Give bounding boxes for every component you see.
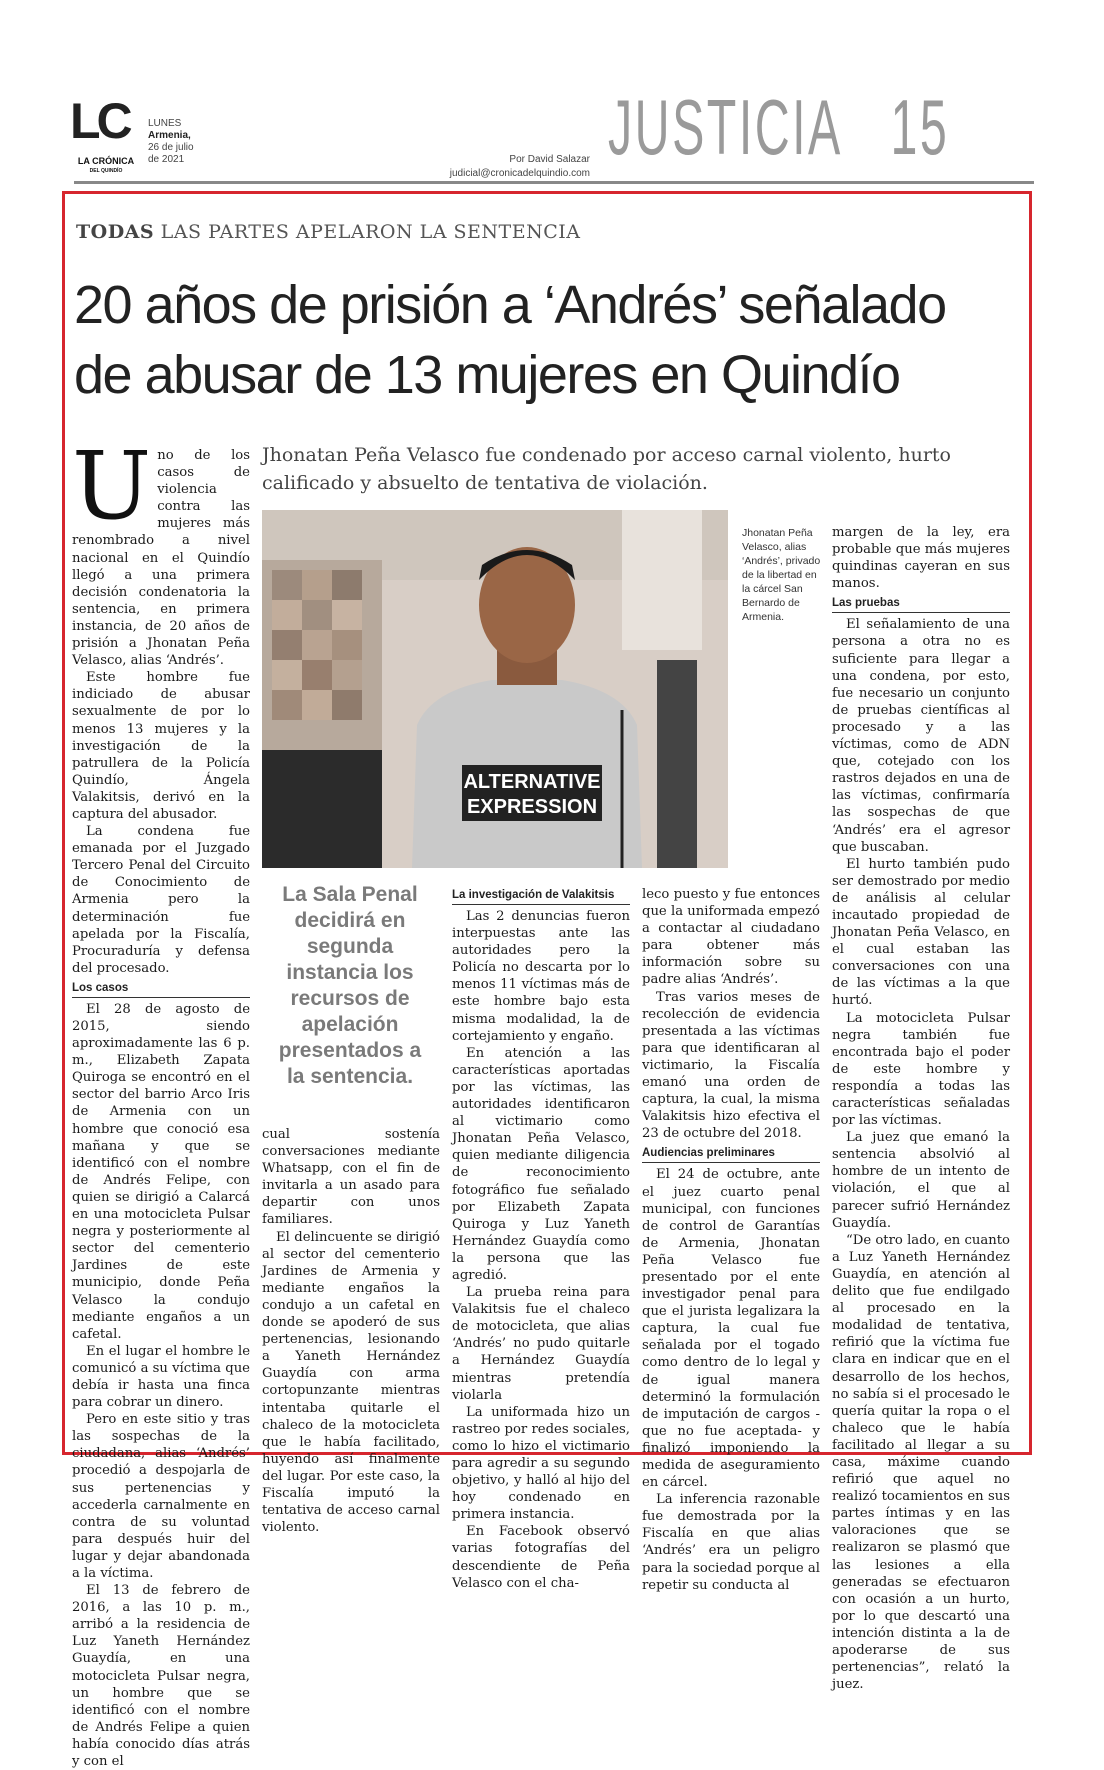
- column-3: [452, 884, 630, 1592]
- intro-paragraph: no de los casos de violencia contra las mujeres más renombrado a nivel nacional en el Quindío llegó a una primera decisión condenatoria la sentencia, en primera instancia, de 20 años de prisión a Jhonatan Peña Velasco, alias ‘Andrés’.: [72, 448, 250, 669]
- paragraph: El 24 de octubre, ante el juez cuarto penal municipal, con funciones de control de Garantías de Armenia, Jhonatan Peña Velasco fue presentado por el ente investigador penal para que el jurista legalizara la captura, la cual fue señalada por el togado como dentro de lo legal y de igual manera determinó la formulación de imputación de cargos -que no fue aceptada- y finalizó imponiendo la medida de aseguramiento en cárcel.: [642, 1167, 820, 1491]
- subheading-los-casos: Los casos: [72, 981, 250, 998]
- photo-caption: Jhonatan Peña Velasco, alias ‘Andrés’, privado de la libertad en la cárcel San Bernardo de Armenia.: [742, 527, 821, 623]
- pull-quote: La Sala Penal decidirá en segunda instancia los recursos de apelación presentados a la sentencia.: [278, 883, 422, 1088]
- paragraph: cual sostenía conversaciones mediante Whatsapp, con el fin de invitarla a un asado para departir con unos familiares.: [262, 1127, 440, 1228]
- deck: Jhonatan Peña Velasco fue condenado por acceso carnal violento, hurto calificado y absuelto de tentativa de violación.: [262, 444, 951, 494]
- paragraph: El delincuente se dirigió al sector del cementerio Jardines de Armenia y mediante engaños la condujo a un cafetal en donde se apoderó de sus pertenencias, lesionando a Yaneth Hernández Guaydía con arma cortopunzante mientras intentaba quitarle el chaleco de la motocicleta que le había facilitado, huyendo así finalmente del lugar. Por este caso, la Fiscalía imputó la tentativa de acceso carnal violento.: [262, 1229, 440, 1536]
- subheading-pruebas: Las pruebas: [832, 596, 1010, 613]
- date-line-2: de 2021: [148, 154, 185, 165]
- paragraph: Tras varios meses de recolección de evidencia presentada a las víctimas para que identificaran al victimario, la Fiscalía emanó una orden de captura, la cual, la misma Valakitsis hizo efectiva el 23 de octubre del 2018.: [642, 989, 820, 1142]
- paragraph: La condena fue emanada por el Juzgado Tercero Penal del Circuito de Conocimiento de Armenia pero la determinación fue apelada por la Fiscalía, Procuraduría y defensa del procesado.: [72, 824, 250, 976]
- paragraph: En atención a las características aportadas por las víctimas, las autoridades identificaron al victimario como Jhonatan Peña Velasco, quien mediante diligencia de reconocimiento fotográfico fue señalado por Elizabeth Zapata Quiroga y Luz Yaneth Hernández Guaydía como la persona que las agredió.: [452, 1045, 630, 1283]
- logo: [70, 93, 140, 152]
- kicker-bold: TODAS: [76, 221, 155, 243]
- logo-subtitle: DEL QUINDÍO: [89, 168, 123, 174]
- photo-illustration: [262, 510, 728, 868]
- paragraph: La juez que emanó la sentencia absolvió al hombre de un intento de violación, el que al parecer sufrió Hernández Guaydía.: [832, 1130, 1010, 1231]
- paragraph: La motocicleta Pulsar negra también fue encontrada bajo el poder de este hombre y respondía a todas las características señaladas por las víctimas.: [832, 1010, 1010, 1129]
- byline: [440, 153, 590, 181]
- paragraph: Las 2 denuncias fueron interpuestas ante las autoridades pero la Policía no descarta por lo menos 11 víctimas más de este hombre bajo esta misma modalidad, la de cortejamiento y engaño.: [452, 909, 630, 1044]
- paragraph: La inferencia razonable fue demostrada por la Fiscalía en que alias ‘Andrés’ era un peligro para la sociedad porque al repetir su conducta al: [642, 1492, 820, 1593]
- logo-name-text: LA CRÓNICA: [77, 156, 135, 166]
- city: Armenia,: [148, 130, 191, 141]
- header-rule: [74, 181, 1034, 184]
- headline-line-1: 20 años de prisión a ‘Andrés’ señalado: [74, 275, 946, 335]
- author: Por David Salazar: [509, 154, 590, 165]
- paragraph: El 13 de febrero de 2016, a las 10 p. m., arribó a la residencia de Luz Yaneth Hernández Guaydía, en una motocicleta Pulsar negra, un hombre que se identificó con el nombre de Andrés Felipe a quien había conocido días atrás y con el: [72, 1583, 250, 1770]
- paragraph: Este hombre fue indiciado de abusar sexualmente de por lo menos 13 mujeres y la investigación de la patrullera de la Policía Quindío, Ángela Valakitsis, derivó en la captura del abusador.: [72, 670, 250, 822]
- shirt-text-2: EXPRESSION: [466, 796, 598, 818]
- paragraph: margen de la ley, era probable que más mujeres quindinas cayeran en sus manos.: [832, 525, 1010, 592]
- subheading-investigacion: La investigación de Valakitsis: [452, 888, 630, 905]
- page-number: 15: [890, 83, 950, 171]
- issue-date: [148, 118, 194, 166]
- kicker-rest: LAS PARTES APELARON LA SENTENCIA: [154, 221, 581, 243]
- section-header: [608, 82, 949, 172]
- paragraph: El hurto también pudo ser demostrado por medio de análisis al celular incautado propiedad de Jhonatan Peña Velasco, en el cual estaban las conversaciones con una de las víctimas a la que hurtó.: [832, 856, 1010, 1009]
- headline: [74, 270, 1024, 410]
- paragraph: El 28 de agosto de 2015, siendo aproximadamente las 6 p. m., Elizabeth Zapata Quiroga se encontró en el sector del barrio Arco Iris de Armenia con un hombre que conoció esa mañana y que se identificó con el nombre de Andrés Felipe, con quien se dirigió a Calarcá en una motocicleta Pulsar negra y posteriormente al sector del cementerio Jardines de este municipio, donde Peña Velasco la condujo mediante engaños a un cafetal.: [72, 1001, 250, 1342]
- column-1: [72, 432, 250, 1770]
- paragraph: En el lugar el hombre le comunicó a su víctima que debía ir hasta una finca para cobrar un dinero.: [72, 1343, 250, 1411]
- author-email: judicial@cronicadelquindio.com: [449, 168, 590, 179]
- paragraph: Pero en este sitio y tras las sospechas de la ciudadana, alias ‘Andrés’ procedió a despojarla de sus pertenencias y accederla carnalmente en contra de su voluntad para después huir del lugar y dejar abandonada a la víctima.: [72, 1412, 250, 1581]
- logo-name: [70, 156, 142, 176]
- headline-line-2: de abusar de 13 mujeres en Quindío: [74, 345, 900, 405]
- kicker: [76, 221, 581, 243]
- subheading-audiencias: Audiencias preliminares: [642, 1146, 820, 1163]
- section-name: JUSTICIA: [608, 83, 843, 171]
- paragraph: “De otro lado, en cuanto a Luz Yaneth Hernández Guaydía, en atención al delito que fue endilgado al procesado en la modalidad de tentativa, refirió que la víctima fue clara en indicar que en el desarrollo de los hechos, no sabía si el procesado le quería quitar la ropa o el chaleco que le había facilitado al llegar a su casa, máxime cuando refirió que aquel no realizó tocamientos en sus partes íntimas y en las valoraciones que se realizaron se plasmó que las lesiones a ella generadas se efectuaron con ocasión a un hurto, por lo que descartó una intención distinta a la de apoderarse de sus pertenencias”, relató la juez.: [832, 1232, 1010, 1693]
- paragraph: La prueba reina para Valakitsis fue el chaleco de motocicleta, que alias ‘Andrés’ no pudo quitarle a Hernández Guaydía mientras pretendía violarla: [452, 1285, 630, 1403]
- paragraph: La uniformada hizo un rastreo por redes sociales, como lo hizo el victimario para agredir a su segundo objetivo, y halló al hijo del hoy condenado en primera instancia.: [452, 1404, 630, 1523]
- date-line-1: 26 de julio: [148, 142, 194, 153]
- article-photo: [262, 510, 728, 868]
- column-5: [832, 524, 1010, 1693]
- column-2: [262, 1126, 440, 1536]
- paragraph: leco puesto y fue entonces que la uniformada empezó a contactar al ciudadano para obtener más información sobre su padre alias ‘Andrés’.: [642, 887, 820, 988]
- column-4: [642, 886, 820, 1594]
- paragraph: En Facebook observó varias fotografías del descendiente de Peña Velasco con el cha-: [452, 1524, 630, 1591]
- drop-cap: U: [72, 432, 152, 541]
- shirt-text-1: ALTERNATIVE: [463, 771, 601, 793]
- logo-letters: LC: [70, 93, 129, 149]
- day: LUNES: [148, 118, 182, 129]
- paragraph: El señalamiento de una persona a otra no es suficiente para llegar a una condena, por esto, fue necesario un conjunto de pruebas científicas al procesado y a las víctimas, como de ADN que, cotejado con los rastros dejados en una de las víctimas, confirmaría las sospechas de que ‘Andrés’ era el agresor que buscaban.: [832, 617, 1010, 855]
